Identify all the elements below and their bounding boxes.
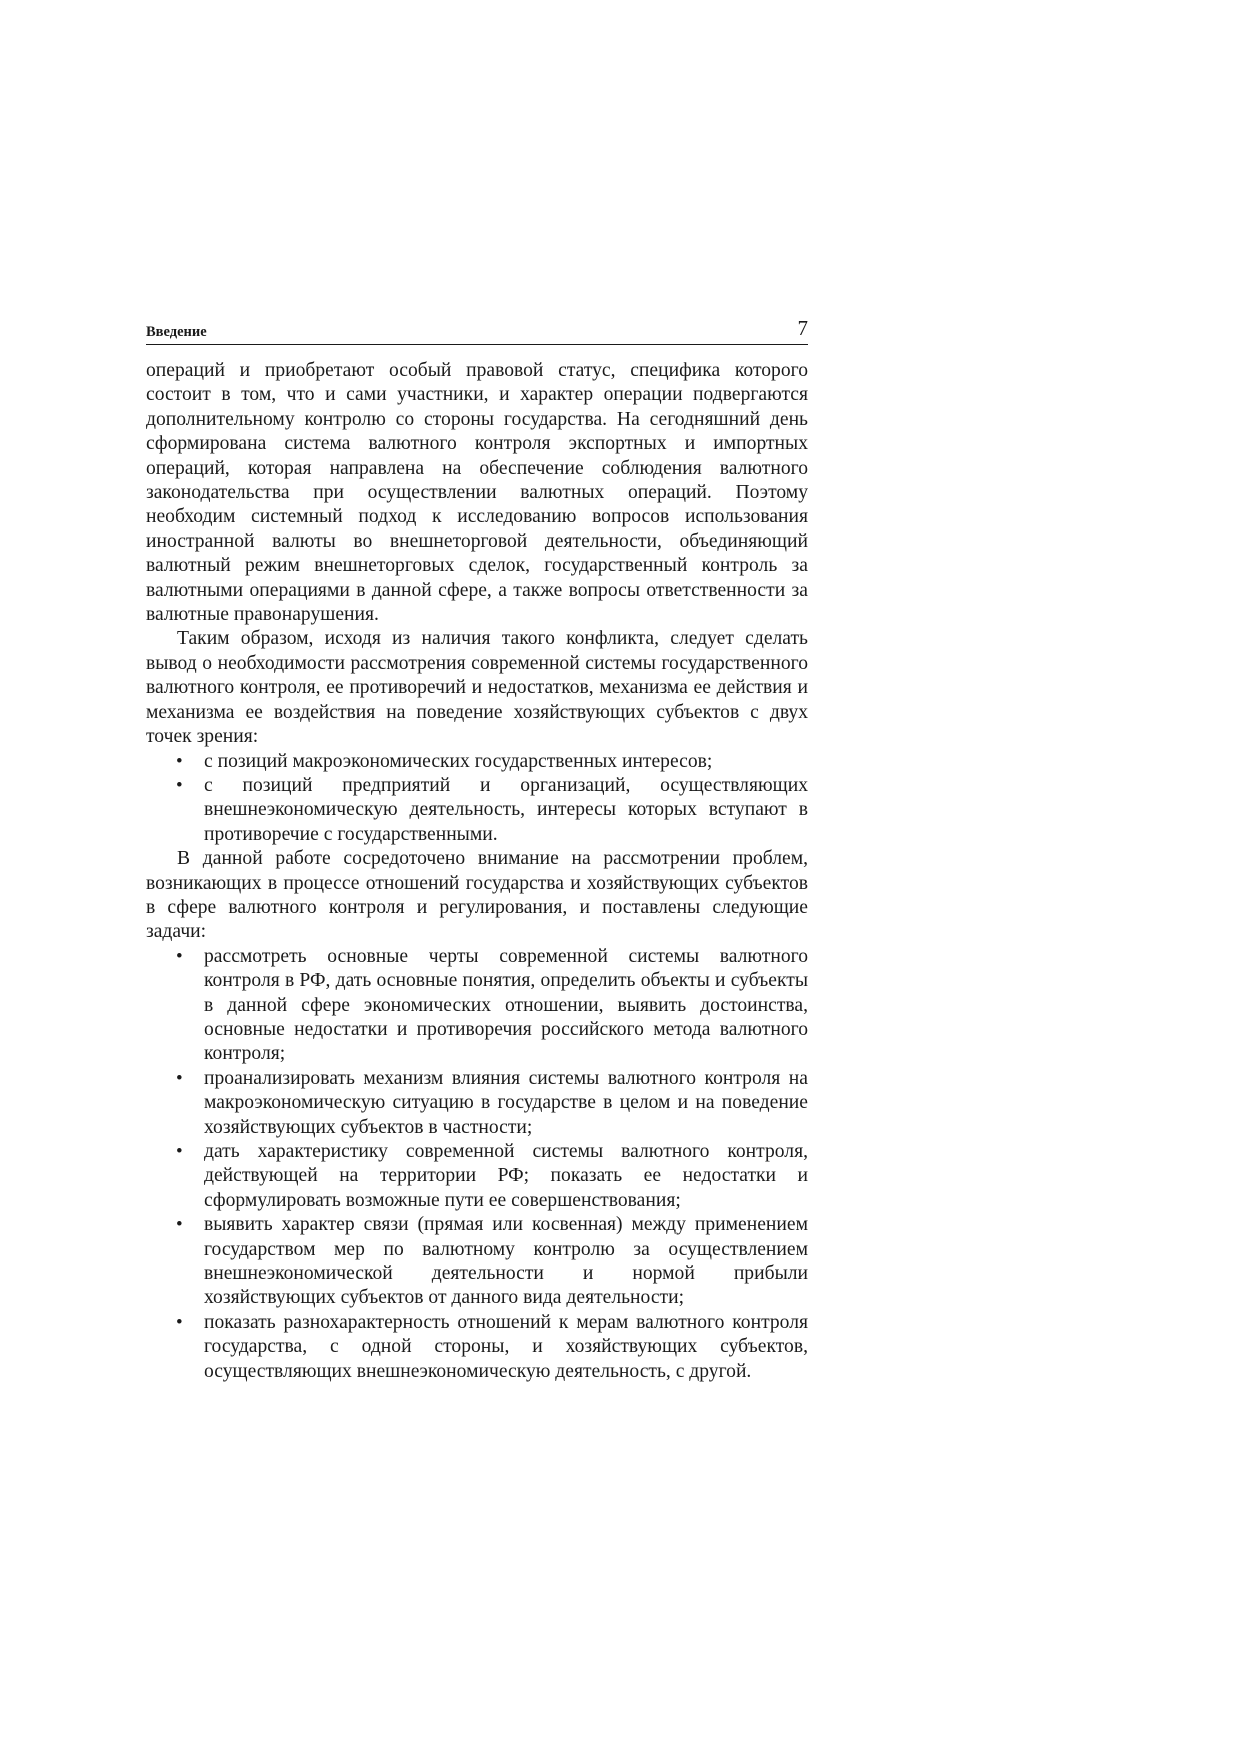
running-header [146, 318, 808, 345]
bullet-icon: • [176, 945, 183, 967]
list-item-text: выявить характер связи (прямая или косвенная) между применением государством мер по валютному контролю за осуществлением внешнеэкономической деятельности и нормой прибыли хозяйствующих субъектов от данного вида деятельности; [204, 1214, 808, 1309]
list-item [176, 1213, 808, 1311]
paragraph-two: Таким образом, исходя из наличия такого конфликта, следует сделать вывод о необходимости рассмотрения современной системы государственного валютного контроля, ее противоречий и недостатков, механизма ее действия и механизма ее воздействия на поведение хозяйствующих субъектов с двух точек зрения: [146, 628, 808, 748]
bullet-icon: • [176, 1311, 183, 1333]
paragraph-continued: операций и приобретают особый правовой статус, специфика которого состоит в том, что и сами участники, и характер операции подвергаются дополнительному контролю со стороны государства. На сегодняшний день сформирована система валютного контроля экспортных и импортных операций, которая направлена на обеспечение соблюдения валютного законодательства при осуществлении валютных операций. Поэтому необходим системный подход к исследованию вопросов использования иностранной валюты во внешнеторговой деятельности, объединяющий валютный режим внешнеторговых сделок, государственный контроль за валютными операциями в данной сфере, а также вопросы ответственности за валютные правонарушения. [146, 360, 808, 626]
list-item [176, 945, 808, 1067]
bullet-icon: • [176, 1214, 183, 1236]
list-item-text: рассмотреть основные черты современной системы валютного контроля в РФ, дать основные понятия, определить объекты и субъекты в данной сфере экономических отношении, выявить достоинства, основные недостатки и противоречия российского метода валютного контроля; [204, 945, 808, 1065]
list-item [176, 1140, 808, 1213]
list-item [176, 774, 808, 847]
bullet-icon: • [176, 1067, 183, 1089]
bullet-icon: • [176, 774, 183, 796]
list-item-text: показать разнохарактерность отношений к мерам валютного контроля государства, с одной стороны, и хозяйствующих субъектов, осуществляющих внешнеэкономическую деятельность, с другой. [204, 1311, 808, 1382]
list-item [176, 1311, 808, 1384]
list-item-text: проанализировать механизм влияния системы валютного контроля на макроэкономическую ситуацию в государстве в целом и на поведение хозяйствующих субъектов в частности; [204, 1067, 808, 1138]
list-item-text: с позиций предприятий и организаций, осуществляющих внешнеэкономическую деятельность, интересы которых вступают в противоречие с государственными. [204, 774, 808, 845]
page-number: 7 [797, 316, 808, 340]
section-title: Введение [146, 324, 207, 340]
paragraph-three: В данной работе сосредоточено внимание на рассмотрении проблем, возникающих в процессе отношений государства и хозяйствующих субъектов в сфере валютного контроля и регулирования, и поставлены следующие задачи: [146, 848, 808, 943]
body-text [146, 359, 808, 1384]
list-item-text: дать характеристику современной системы валютного контроля, действующей на территории РФ; показать ее недостатки и сформулировать возможные пути ее совершенствования; [204, 1141, 808, 1211]
list-item-text: с позиций макроэкономических государственных интересов; [204, 750, 713, 772]
bullet-icon: • [176, 1141, 183, 1162]
viewpoint-list [146, 750, 808, 848]
list-item [176, 1067, 808, 1140]
list-item [176, 750, 808, 774]
bullet-icon: • [176, 750, 183, 772]
book-page [146, 318, 808, 1384]
tasks-list [146, 945, 808, 1384]
